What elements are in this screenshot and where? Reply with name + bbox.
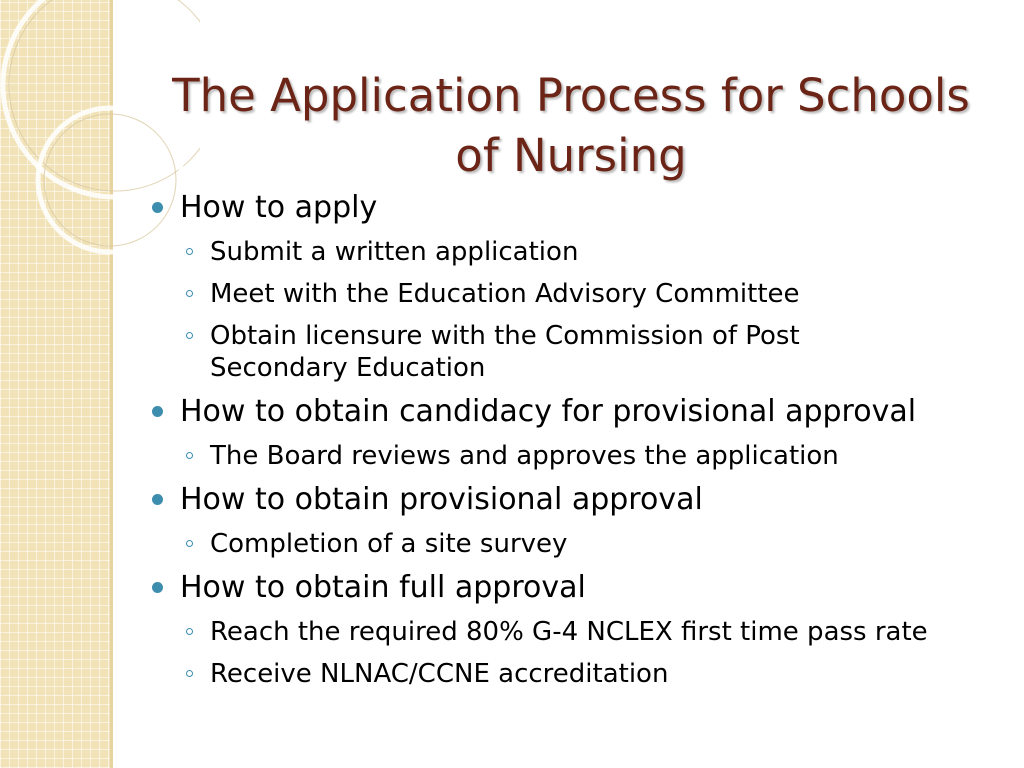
sub-bullet-ring-icon: [186, 290, 193, 297]
bullet-dot-icon: [152, 582, 163, 593]
sub-bullet-ring-icon: [186, 670, 193, 677]
slide-title-line-1: The Application Process for Schools: [172, 69, 970, 122]
bullet-dot-icon: [152, 494, 163, 505]
bullet-dot-icon: [152, 406, 163, 417]
sub-bullet-text: Reach the required 80% G-4 NCLEX first time pass rate: [210, 617, 928, 647]
sub-bullet-ring-icon: [186, 332, 193, 339]
sub-bullet-text: Submit a written application: [210, 237, 579, 267]
bullet-item: [148, 482, 1008, 518]
sub-bullet-ring-icon: [186, 628, 193, 635]
bullet-text: How to obtain provisional approval: [180, 482, 703, 517]
bullet-text: How to apply: [180, 190, 378, 225]
sub-bullet-ring-icon: [186, 452, 193, 459]
slide-title: [140, 66, 1002, 186]
sub-bullet-item: [148, 278, 1008, 310]
slide-title-line-2: of Nursing: [455, 129, 687, 182]
bullet-dot-icon: [152, 202, 163, 213]
sub-bullet-text: Meet with the Education Advisory Committee: [210, 279, 800, 309]
bullet-item: [148, 190, 1008, 226]
sub-bullet-ring-icon: [186, 540, 193, 547]
sub-bullet-item: [148, 528, 1008, 560]
bullet-text: How to obtain full approval: [180, 570, 586, 605]
sub-bullet-item: [148, 320, 930, 384]
bullet-item: [148, 394, 1008, 430]
bullet-item: [148, 570, 1008, 606]
sub-bullet-item: [148, 440, 1008, 472]
sub-bullet-text: Obtain licensure with the Commission of Post Secondary Education: [210, 321, 800, 383]
sub-bullet-text: Receive NLNAC/CCNE accreditation: [210, 659, 669, 689]
sub-bullet-text: The Board reviews and approves the application: [210, 441, 839, 471]
sub-bullet-text: Completion of a site survey: [210, 529, 568, 559]
bullet-text: How to obtain candidacy for provisional approval: [180, 394, 917, 429]
bullet-list: [148, 190, 1008, 690]
sub-bullet-item: [148, 236, 1008, 268]
sub-bullet-ring-icon: [186, 248, 193, 255]
sub-bullet-item: [148, 658, 1008, 690]
sub-bullet-item: [148, 616, 1008, 648]
